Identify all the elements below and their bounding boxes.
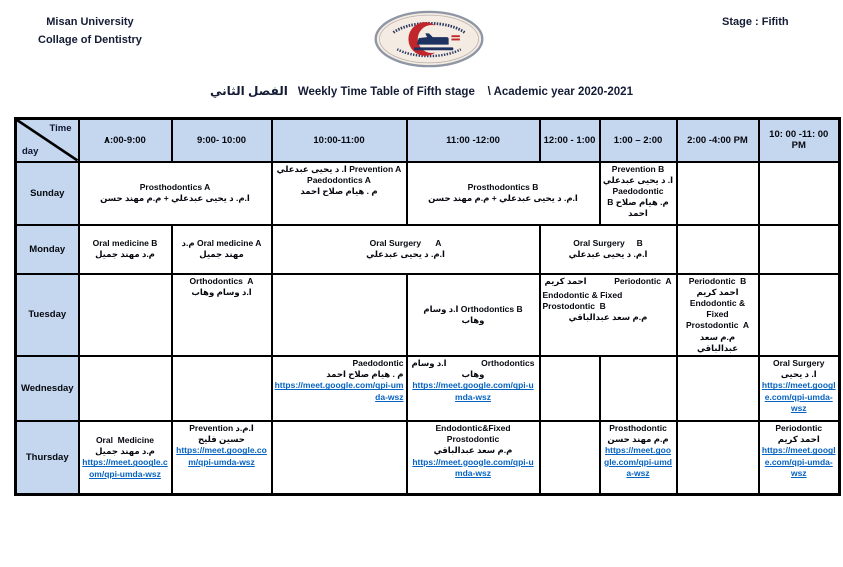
cell-line: Orthodontics A <box>189 275 254 286</box>
corner-time-label: Time <box>49 123 72 134</box>
stage-label: Stage : Fifith <box>722 16 789 28</box>
cell-line: ا. د يحيى عبدعلي <box>602 174 674 185</box>
col-header-1: 9:00- 10:00 <box>172 119 272 162</box>
cell-line: ا.د وسام وهاب <box>191 286 252 297</box>
cell-line: احمد كريم <box>696 286 739 297</box>
cell-monday-3 <box>540 225 677 274</box>
meet-link[interactable]: https://meet.google.com/qpi-umda-wsz <box>412 456 534 478</box>
cell-line: Prosthodontic <box>609 423 667 434</box>
cell-line <box>410 380 537 402</box>
cell-thursday-0 <box>79 421 172 494</box>
meet-link[interactable]: https://meet.google.com/qpi-umda-wsz <box>604 445 672 478</box>
cell-line: م.د مهند جميل <box>95 446 155 457</box>
cell-thursday-5 <box>600 421 677 494</box>
cell-line <box>410 457 537 479</box>
cell-sunday-4 <box>677 162 759 225</box>
cell-thursday-3 <box>407 421 540 494</box>
cell-line: Oral medicine A م.د <box>181 237 262 248</box>
line-right: Periodontic A <box>614 275 672 286</box>
line-left: احمد كريم <box>544 275 587 286</box>
cell-line: Paedodontic <box>352 358 404 369</box>
meet-link[interactable]: https://meet.google.com/qpi-umda-wsz <box>176 445 267 467</box>
day-label-wednesday: Wednesday <box>16 356 79 421</box>
title-english: Weekly Time Table of Fifth stage \ Academic year 2020-2021 <box>297 86 633 98</box>
cell-sunday-1 <box>272 162 407 225</box>
cell-monday-4 <box>677 225 759 274</box>
cell-line: Prostodontic A <box>686 320 749 331</box>
cell-line: Oral Surgery <box>773 358 825 369</box>
meet-link[interactable]: https://meet.google.com/qpi-umda-wsz <box>82 457 168 479</box>
cell-line: Endodontic & <box>689 297 746 308</box>
cell-thursday-2 <box>272 421 407 494</box>
cell-thursday-4 <box>540 421 600 494</box>
corner-day-label: day <box>22 145 39 157</box>
cell-thursday-6 <box>677 421 759 494</box>
cell-monday-2 <box>272 225 540 274</box>
timetable-header-row <box>16 119 840 162</box>
cell-line: احمد كريم <box>777 434 820 445</box>
col-header-0: ٨:00-9:00 <box>79 119 172 162</box>
table-row <box>16 162 840 225</box>
cell-line <box>82 457 169 479</box>
cell-line: Fixed <box>706 309 729 320</box>
cell-line <box>543 276 674 287</box>
cell-wednesday-2 <box>272 356 407 421</box>
timetable-body <box>16 162 840 495</box>
cell-line: حسين فليح <box>198 434 245 445</box>
cell-monday-0 <box>79 225 172 274</box>
cell-line <box>762 380 837 414</box>
cell-line: Periodontic <box>775 423 823 434</box>
cell-line: م.م سعد عبدالباقي <box>696 331 739 353</box>
logo-chair-base <box>414 47 453 50</box>
cell-wednesday-1 <box>172 356 272 421</box>
cell-wednesday-0 <box>79 356 172 421</box>
cell-line: Prostodontic <box>446 434 500 445</box>
cell-line: Prosthodontics B <box>467 181 539 192</box>
meet-link[interactable]: https://meet.google.com/qpi-umda-wsz <box>761 380 836 413</box>
cell-wednesday-3 <box>407 356 540 421</box>
col-header-7: 10: 00 -11: 00 PM <box>759 119 840 162</box>
cell-sunday-0 <box>79 162 272 225</box>
cell-thursday-7 <box>759 421 840 494</box>
cell-line: م . هيام صلاح احمد <box>326 369 404 380</box>
cell-monday-5 <box>759 225 840 274</box>
cell-wednesday-6 <box>677 356 759 421</box>
meet-link[interactable]: https://meet.google.com/qpi-umda-wsz <box>274 380 404 402</box>
cell-wednesday-4 <box>540 356 600 421</box>
cell-line: Endodontic & Fixed <box>542 289 623 300</box>
cell-thursday-1 <box>172 421 272 494</box>
cell-monday-1 <box>172 225 272 274</box>
cell-tuesday-5 <box>677 274 759 357</box>
table-row <box>16 274 840 357</box>
cell-line: B م. هيام صلاح <box>607 197 669 208</box>
day-label-thursday: Thursday <box>16 421 79 494</box>
col-header-6: 2:00 -4:00 PM <box>677 119 759 162</box>
table-row <box>16 225 840 274</box>
cell-line: Endodontic&Fixed <box>435 423 511 434</box>
col-header-2: 10:00-11:00 <box>272 119 407 162</box>
cell-line: ا.م. د يحيى عبدعلي + م.م مهند حسن <box>428 193 578 203</box>
corner-cell <box>16 119 79 162</box>
day-label-monday: Monday <box>16 225 79 274</box>
cell-sunday-5 <box>759 162 840 225</box>
cell-line: م.د مهند جميل <box>95 249 155 259</box>
line-left: ا.د وسام <box>411 358 447 369</box>
cell-line: ا.م. د يحيى عبدعلي <box>366 249 445 259</box>
cell-line: Prevention B <box>611 163 665 174</box>
table-row <box>16 421 840 494</box>
cell-line <box>603 445 674 479</box>
cell-tuesday-2 <box>272 274 407 357</box>
day-label-tuesday: Tuesday <box>16 274 79 357</box>
cell-line: Prosthodontics A <box>139 181 211 192</box>
cell-tuesday-0 <box>79 274 172 357</box>
cell-line: Oral Surgery A <box>369 237 442 248</box>
university-name: Misan University <box>46 16 134 28</box>
col-header-5: 1:00 – 2:00 <box>600 119 677 162</box>
cell-line <box>762 445 837 479</box>
cell-line: Periodontic B <box>688 275 747 286</box>
cell-line: ا.م. د يحيى عبدعلي + م.م مهند حسن <box>100 193 250 203</box>
cell-wednesday-7 <box>759 356 840 421</box>
timetable <box>14 117 841 496</box>
day-label-sunday: Sunday <box>16 162 79 225</box>
cell-line: مهند جميل <box>199 249 244 259</box>
meet-link[interactable]: https://meet.google.com/qpi-umda-wsz <box>412 380 534 402</box>
cell-line: Prevention ا.م.د <box>189 423 254 434</box>
cell-wednesday-5 <box>600 356 677 421</box>
cell-sunday-3 <box>600 162 677 225</box>
cell-line: احمد <box>628 208 648 219</box>
cell-line: Paedodontics A <box>307 174 371 185</box>
cell-line: وهاب <box>461 314 485 325</box>
page-title <box>0 84 843 98</box>
cell-sunday-2 <box>407 162 600 225</box>
cell-line: م.م مهند حسن <box>607 434 669 445</box>
cell-line: Oral Surgery B <box>573 237 643 248</box>
cell-line <box>175 445 269 467</box>
title-arabic: الفصل الثاني <box>210 84 288 98</box>
cell-line: ا. د يحيى <box>780 369 817 380</box>
university-logo <box>372 10 486 68</box>
cell-line: Oral Medicine <box>95 434 155 445</box>
cell-line <box>410 358 537 369</box>
university-block <box>38 14 142 49</box>
col-header-4: 12:00 - 1:00 <box>540 119 600 162</box>
cell-line: م.م سعد عبدالباقي <box>568 312 648 323</box>
cell-line: Orthodontics B ا.د وسام <box>423 303 523 314</box>
meet-link[interactable]: https://meet.google.com/qpi-umda-wsz <box>761 445 836 478</box>
cell-line: ا.م. د يحيى عبدعلي <box>568 249 648 259</box>
cell-tuesday-3 <box>407 274 540 357</box>
cell-line: م.م سعد عبدالباقي <box>433 445 513 456</box>
cell-tuesday-4 <box>540 274 677 357</box>
cell-line: وهاب <box>461 369 485 380</box>
cell-line: Prevention A ا. د يحيى عبدعلي <box>276 163 402 174</box>
col-header-3: 11:00 -12:00 <box>407 119 540 162</box>
cell-tuesday-1 <box>172 274 272 357</box>
cell-tuesday-6 <box>759 274 840 357</box>
cell-line <box>275 380 404 402</box>
cell-line: Prostodontic B <box>542 300 606 311</box>
cell-line: Oral medicine B <box>92 237 158 248</box>
table-row <box>16 356 840 421</box>
line-right: Orthodontics <box>481 358 535 369</box>
cell-line: م . هيام صلاح احمد <box>300 185 378 196</box>
cell-line: Paedodontic <box>612 185 664 196</box>
college-name: Collage of Dentistry <box>38 33 142 46</box>
